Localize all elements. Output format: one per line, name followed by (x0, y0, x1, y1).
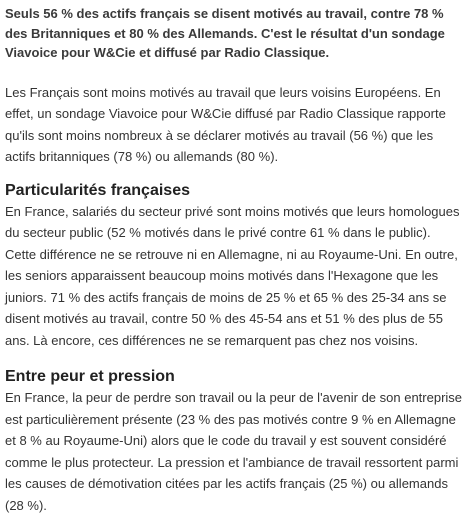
article-lead: Seuls 56 % des actifs français se disent motivés au travail, contre 78 % des Britanniques et 80 % des Allemands. C'est le résultat d'un sondage Viavoice pour W&Cie et diffusé par Radio Classique. (5, 6, 445, 60)
article-intro: Les Français sont moins motivés au travail que leurs voisins Européens. En effet, un sondage Viavoice pour W&Cie diffusé par Radio Classique rapporte qu'ils sont moins nombreux à se déclarer motivés au travail (56 %) que les actifs britanniques (78 %) ou allemands (80 %). (5, 84, 446, 164)
section-heading-particularites: Particularités françaises (5, 181, 190, 199)
section-body-peur-pression: En France, la peur de perdre son travail ou la peur de l'avenir de son entreprise est particulièrement présente (23 % des pas motivés contre 9 % en Allemagne et 8 % au Royaume-Uni) alors que le code du travail y est souvent considéré comme le plus protecteur. La pression et l'ambiance de travail ressortent parmi les causes de démotivation citées par les actifs français (25 %) ou allemands (28 %). (5, 390, 463, 513)
section-heading-peur-pression: Entre peur et pression (5, 368, 175, 385)
section-body-particularites: En France, salariés du secteur privé sont moins motivés que leurs homologues du secteur public (52 % motivés dans le privé contre 61 % dans le public). Cette différence ne se retrouve ni en Allemagne, ni au Royaume-Uni. En outre, les seniors apparaissent beaucoup moins motivés dans l'Hexagone que les juniors. 71 % des actifs français de moins de 25 % et 65 % des 25-34 ans se disent motivés au travail, contre 50 % des 45-54 ans et 51 % des plus de 55 ans. Là encore, ces différences ne se remarquent pas chez nos voisins. (5, 203, 460, 348)
